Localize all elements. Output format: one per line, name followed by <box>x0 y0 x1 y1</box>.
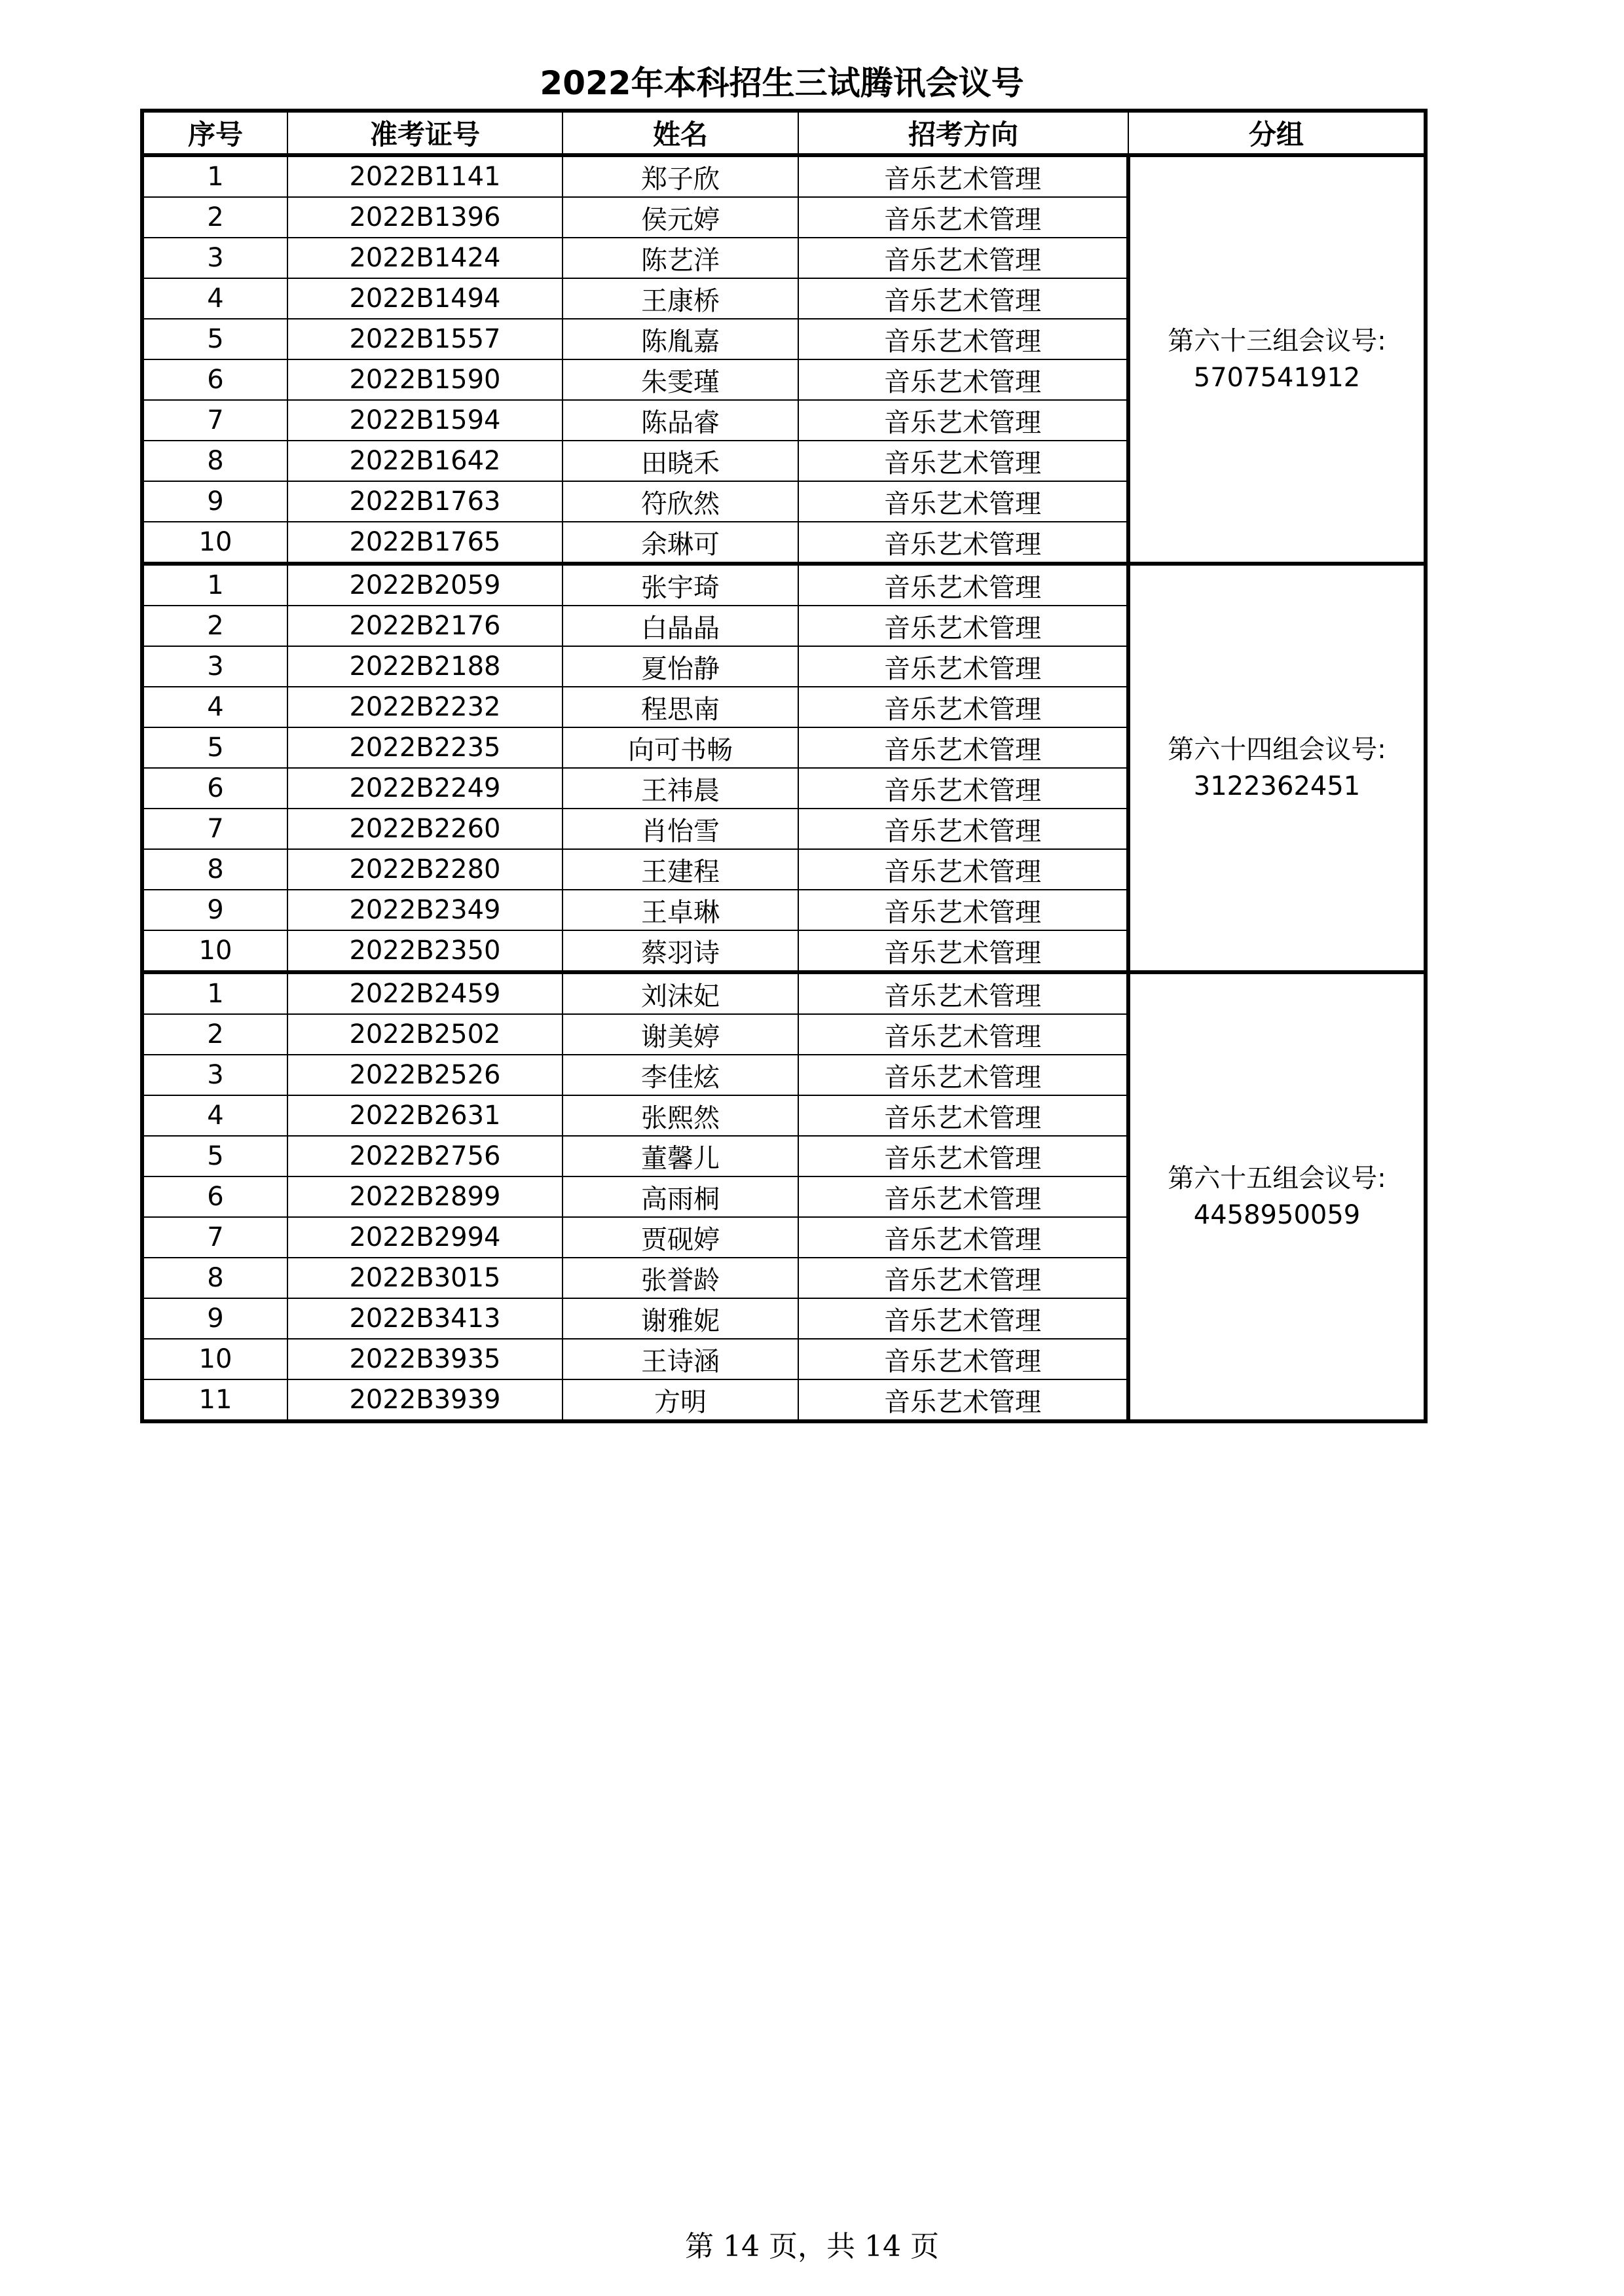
row-number-cell: 8 <box>142 1258 287 1298</box>
student-name-cell: 高雨桐 <box>563 1176 798 1217</box>
direction-cell: 音乐艺术管理 <box>798 155 1128 197</box>
student-name-cell: 侯元婷 <box>563 197 798 238</box>
student-name-cell: 贾砚婷 <box>563 1217 798 1258</box>
direction-cell: 音乐艺术管理 <box>798 1055 1128 1095</box>
student-name-cell: 朱雯瑾 <box>563 359 798 400</box>
exam-id-cell: 2022B3413 <box>287 1298 563 1339</box>
student-name-cell: 符欣然 <box>563 481 798 522</box>
student-name-cell: 向可书畅 <box>563 727 798 768</box>
exam-id-cell: 2022B2631 <box>287 1095 563 1136</box>
row-number-cell: 8 <box>142 441 287 481</box>
row-number-cell: 1 <box>142 564 287 606</box>
student-name-cell: 谢雅妮 <box>563 1298 798 1339</box>
exam-id-cell: 2022B2059 <box>287 564 563 606</box>
exam-id-cell: 2022B1642 <box>287 441 563 481</box>
group-meeting-cell <box>1128 155 1426 564</box>
exam-id-cell: 2022B2280 <box>287 849 563 890</box>
exam-id-cell: 2022B2994 <box>287 1217 563 1258</box>
row-number-cell: 2 <box>142 1014 287 1055</box>
row-number-cell: 4 <box>142 687 287 727</box>
exam-id-cell: 2022B2899 <box>287 1176 563 1217</box>
exam-id-cell: 2022B2459 <box>287 972 563 1014</box>
exam-id-cell: 2022B2176 <box>287 606 563 646</box>
row-number-cell: 6 <box>142 768 287 809</box>
exam-id-cell: 2022B1594 <box>287 400 563 441</box>
table-row <box>142 564 1426 606</box>
exam-id-cell: 2022B2249 <box>287 768 563 809</box>
direction-cell: 音乐艺术管理 <box>798 1176 1128 1217</box>
meeting-id: 4458950059 <box>1193 1200 1361 1230</box>
column-header-direction: 招考方向 <box>798 111 1128 155</box>
exam-id-cell: 2022B1141 <box>287 155 563 197</box>
direction-cell: 音乐艺术管理 <box>798 400 1128 441</box>
direction-cell: 音乐艺术管理 <box>798 564 1128 606</box>
student-name-cell: 刘沫妃 <box>563 972 798 1014</box>
student-name-cell: 陈品睿 <box>563 400 798 441</box>
row-number-cell: 4 <box>142 278 287 319</box>
student-name-cell: 程思南 <box>563 687 798 727</box>
direction-cell: 音乐艺术管理 <box>798 481 1128 522</box>
direction-cell: 音乐艺术管理 <box>798 727 1128 768</box>
row-number-cell: 10 <box>142 522 287 564</box>
meeting-id: 3122362451 <box>1193 771 1361 801</box>
exam-id-cell: 2022B2502 <box>287 1014 563 1055</box>
student-name-cell: 张熙然 <box>563 1095 798 1136</box>
exam-id-cell: 2022B2235 <box>287 727 563 768</box>
column-header-number: 序号 <box>142 111 287 155</box>
exam-id-cell: 2022B3935 <box>287 1339 563 1379</box>
student-name-cell: 张誉龄 <box>563 1258 798 1298</box>
row-number-cell: 5 <box>142 727 287 768</box>
student-name-cell: 王康桥 <box>563 278 798 319</box>
direction-cell: 音乐艺术管理 <box>798 238 1128 278</box>
exam-id-cell: 2022B1396 <box>287 197 563 238</box>
direction-cell: 音乐艺术管理 <box>798 606 1128 646</box>
group-meeting-cell <box>1128 972 1426 1421</box>
table-body <box>142 155 1426 1421</box>
row-number-cell: 7 <box>142 1217 287 1258</box>
direction-cell: 音乐艺术管理 <box>798 1095 1128 1136</box>
meeting-roster-table <box>140 109 1428 1423</box>
row-number-cell: 1 <box>142 972 287 1014</box>
row-number-cell: 9 <box>142 1298 287 1339</box>
group-meeting-cell <box>1128 564 1426 972</box>
student-name-cell: 王建程 <box>563 849 798 890</box>
row-number-cell: 11 <box>142 1379 287 1421</box>
direction-cell: 音乐艺术管理 <box>798 687 1128 727</box>
student-name-cell: 蔡羽诗 <box>563 930 798 972</box>
direction-cell: 音乐艺术管理 <box>798 1217 1128 1258</box>
direction-cell: 音乐艺术管理 <box>798 849 1128 890</box>
row-number-cell: 9 <box>142 481 287 522</box>
direction-cell: 音乐艺术管理 <box>798 359 1128 400</box>
direction-cell: 音乐艺术管理 <box>798 930 1128 972</box>
row-number-cell: 6 <box>142 1176 287 1217</box>
direction-cell: 音乐艺术管理 <box>798 1014 1128 1055</box>
row-number-cell: 3 <box>142 1055 287 1095</box>
row-number-cell: 6 <box>142 359 287 400</box>
row-number-cell: 5 <box>142 1136 287 1176</box>
exam-id-cell: 2022B2350 <box>287 930 563 972</box>
direction-cell: 音乐艺术管理 <box>798 441 1128 481</box>
student-name-cell: 谢美婷 <box>563 1014 798 1055</box>
direction-cell: 音乐艺术管理 <box>798 1258 1128 1298</box>
student-name-cell: 王诗涵 <box>563 1339 798 1379</box>
student-name-cell: 陈胤嘉 <box>563 319 798 359</box>
direction-cell: 音乐艺术管理 <box>798 1339 1128 1379</box>
column-header-name: 姓名 <box>563 111 798 155</box>
exam-id-cell: 2022B3015 <box>287 1258 563 1298</box>
row-number-cell: 9 <box>142 890 287 930</box>
student-name-cell: 方明 <box>563 1379 798 1421</box>
table-row <box>142 155 1426 197</box>
column-header-group: 分组 <box>1128 111 1426 155</box>
document-title: 2022年本科招生三试腾讯会议号 <box>540 64 1024 102</box>
student-name-cell: 白晶晶 <box>563 606 798 646</box>
column-header-exam-id: 准考证号 <box>287 111 563 155</box>
row-number-cell: 10 <box>142 1339 287 1379</box>
row-number-cell: 8 <box>142 849 287 890</box>
direction-cell: 音乐艺术管理 <box>798 522 1128 564</box>
direction-cell: 音乐艺术管理 <box>798 972 1128 1014</box>
row-number-cell: 1 <box>142 155 287 197</box>
row-number-cell: 2 <box>142 606 287 646</box>
group-label: 第六十四组会议号: <box>1168 735 1386 765</box>
direction-cell: 音乐艺术管理 <box>798 1379 1128 1421</box>
row-number-cell: 4 <box>142 1095 287 1136</box>
direction-cell: 音乐艺术管理 <box>798 890 1128 930</box>
student-name-cell: 王祎晨 <box>563 768 798 809</box>
direction-cell: 音乐艺术管理 <box>798 1298 1128 1339</box>
exam-id-cell: 2022B3939 <box>287 1379 563 1421</box>
exam-id-cell: 2022B1494 <box>287 278 563 319</box>
student-name-cell: 夏怡静 <box>563 646 798 687</box>
direction-cell: 音乐艺术管理 <box>798 197 1128 238</box>
row-number-cell: 10 <box>142 930 287 972</box>
student-name-cell: 李佳炫 <box>563 1055 798 1095</box>
direction-cell: 音乐艺术管理 <box>798 646 1128 687</box>
student-name-cell: 张宇琦 <box>563 564 798 606</box>
student-name-cell: 余琳可 <box>563 522 798 564</box>
student-name-cell: 郑子欣 <box>563 155 798 197</box>
direction-cell: 音乐艺术管理 <box>798 1136 1128 1176</box>
exam-id-cell: 2022B2232 <box>287 687 563 727</box>
row-number-cell: 3 <box>142 238 287 278</box>
meeting-id: 5707541912 <box>1193 363 1361 393</box>
student-name-cell: 肖怡雪 <box>563 809 798 849</box>
exam-id-cell: 2022B1557 <box>287 319 563 359</box>
exam-id-cell: 2022B1590 <box>287 359 563 400</box>
student-name-cell: 陈艺洋 <box>563 238 798 278</box>
row-number-cell: 7 <box>142 400 287 441</box>
page-footer: 第 14 页，共 14 页 <box>685 2230 939 2263</box>
direction-cell: 音乐艺术管理 <box>798 278 1128 319</box>
exam-id-cell: 2022B1763 <box>287 481 563 522</box>
table-row <box>142 972 1426 1014</box>
exam-id-cell: 2022B2526 <box>287 1055 563 1095</box>
row-number-cell: 7 <box>142 809 287 849</box>
row-number-cell: 3 <box>142 646 287 687</box>
direction-cell: 音乐艺术管理 <box>798 319 1128 359</box>
exam-id-cell: 2022B1424 <box>287 238 563 278</box>
row-number-cell: 5 <box>142 319 287 359</box>
exam-id-cell: 2022B2188 <box>287 646 563 687</box>
direction-cell: 音乐艺术管理 <box>798 768 1128 809</box>
student-name-cell: 董馨儿 <box>563 1136 798 1176</box>
student-name-cell: 王卓琳 <box>563 890 798 930</box>
group-label: 第六十五组会议号: <box>1168 1163 1386 1194</box>
row-number-cell: 2 <box>142 197 287 238</box>
direction-cell: 音乐艺术管理 <box>798 809 1128 849</box>
student-name-cell: 田晓禾 <box>563 441 798 481</box>
exam-id-cell: 2022B2756 <box>287 1136 563 1176</box>
table-header-row <box>142 111 1426 155</box>
group-label: 第六十三组会议号: <box>1168 326 1386 356</box>
exam-id-cell: 2022B1765 <box>287 522 563 564</box>
exam-id-cell: 2022B2349 <box>287 890 563 930</box>
exam-id-cell: 2022B2260 <box>287 809 563 849</box>
